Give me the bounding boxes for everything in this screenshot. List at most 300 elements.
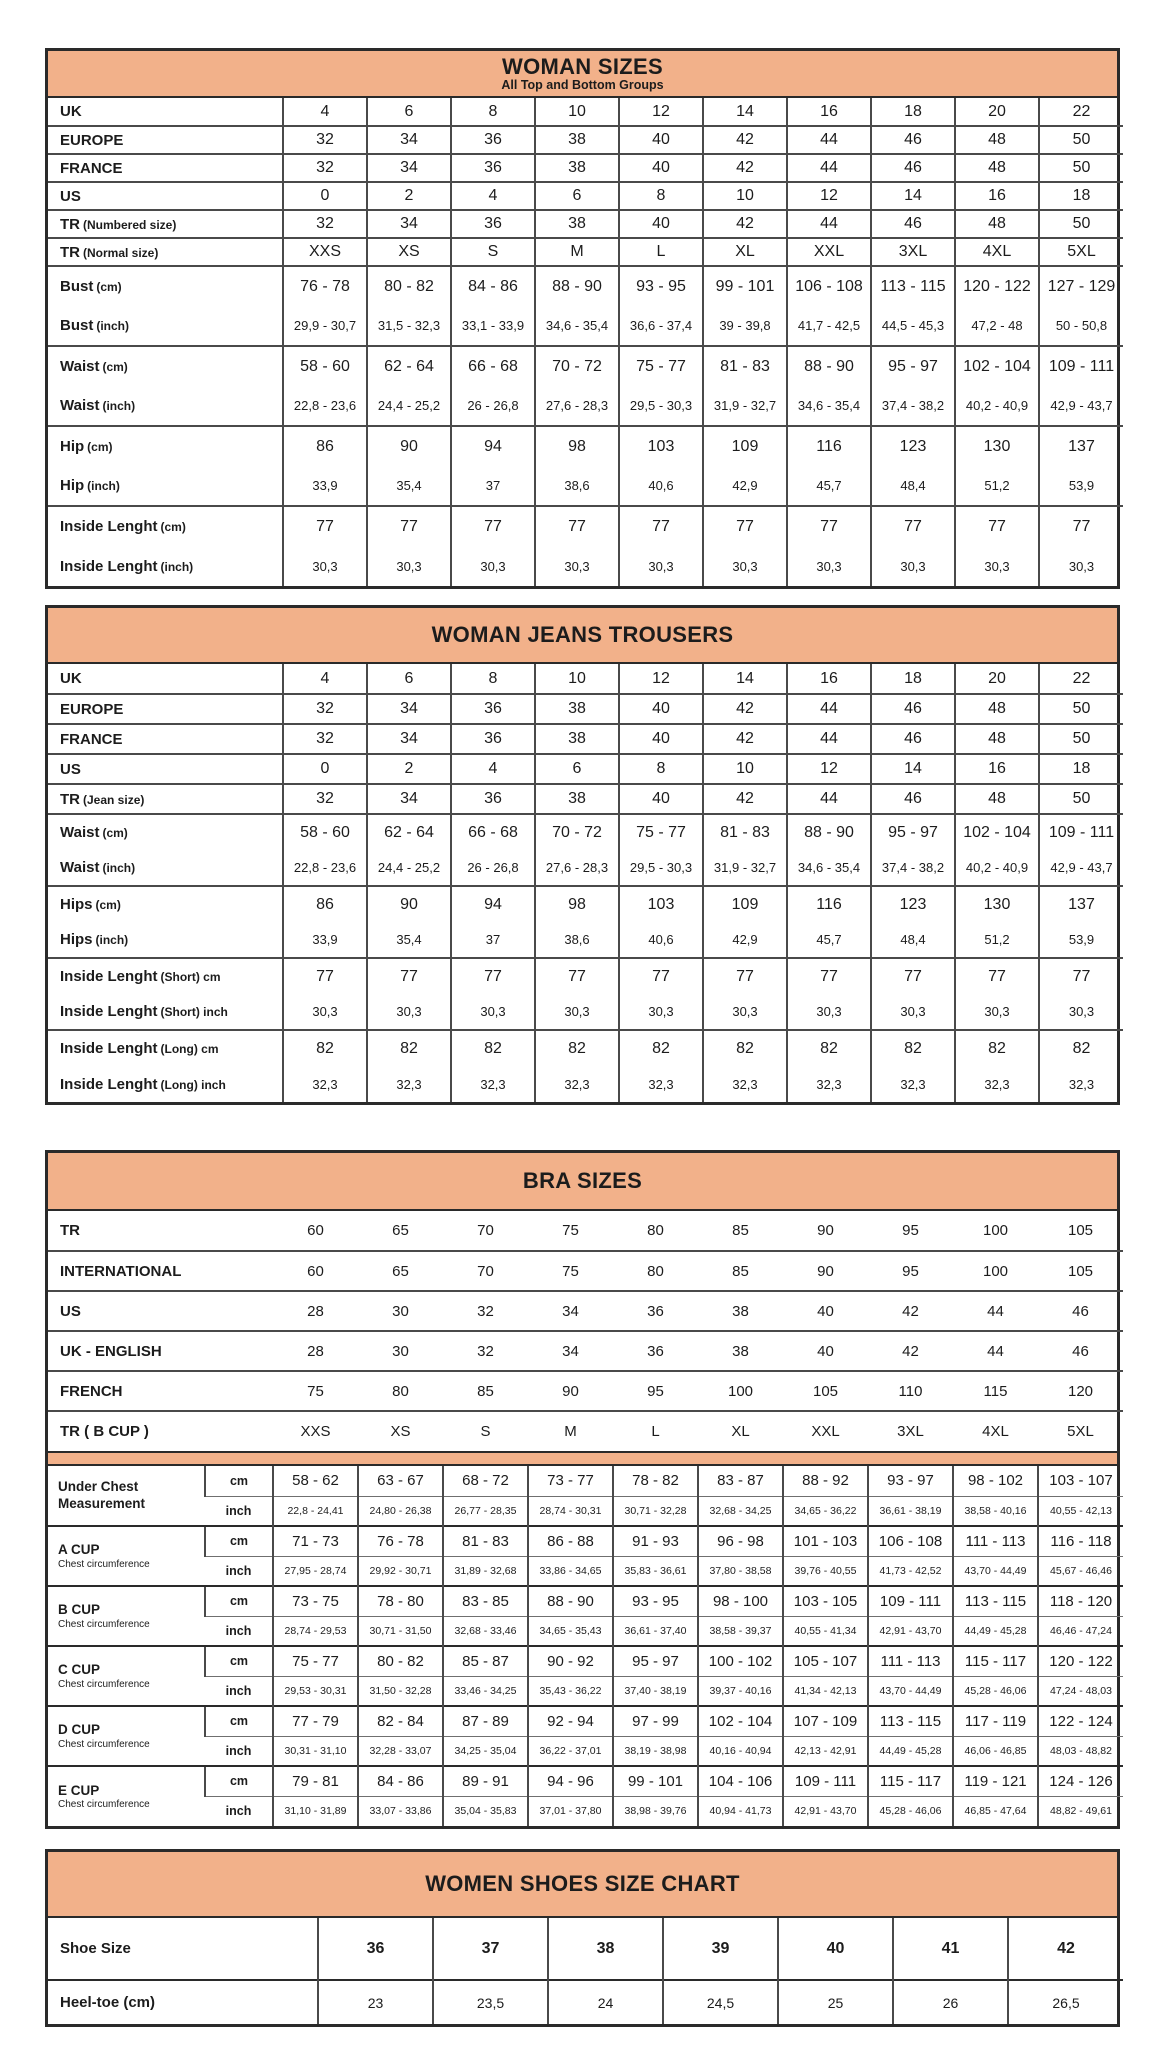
size-cell: 35,4 [367, 466, 451, 506]
bra-size-cell: 44 [953, 1291, 1038, 1331]
cup-inch-cell: 38,98 - 39,76 [613, 1796, 698, 1826]
size-cell: 77 [871, 506, 955, 546]
size-cell: 22 [1039, 98, 1123, 126]
table-row [48, 1331, 1123, 1371]
cup-cm-cell: 103 - 105 [783, 1586, 868, 1616]
row-label: Bust (cm) [48, 266, 283, 306]
cup-cm-cell: 102 - 104 [698, 1706, 783, 1736]
size-cell: 32 [283, 154, 367, 182]
size-cell: 30,3 [367, 994, 451, 1030]
size-cell: 30,3 [535, 546, 619, 586]
cup-inch-cell: 30,71 - 32,28 [613, 1496, 698, 1526]
row-label: Waist (cm) [48, 346, 283, 386]
size-cell: 33,9 [283, 922, 367, 958]
table-row [48, 886, 1123, 922]
row-label: TR [60, 1222, 80, 1239]
size-cell: 44 [787, 154, 871, 182]
bra-size-cell: 90 [817, 1222, 834, 1239]
table-title: WOMAN JEANS TROUSERS [431, 622, 734, 648]
shoe-size-cell: 37 [433, 1918, 548, 1980]
bra-size-cell: 44 [953, 1331, 1038, 1371]
row-label: Inside Lenght (Short) inch [60, 1003, 228, 1020]
size-cell: 80 - 82 [367, 266, 451, 306]
woman-jeans-header [48, 608, 1117, 664]
cup-inch-cell: 42,13 - 42,91 [783, 1736, 868, 1766]
cup-inch-cell: 34,25 - 35,04 [443, 1736, 528, 1766]
size-cell: 88 - 90 [787, 814, 871, 850]
size-cell: 12 [787, 754, 871, 784]
shoe-size-cell: 26 [893, 1980, 1008, 2024]
unit-cm-label: cm [205, 1526, 273, 1556]
size-cell: 37,4 - 38,2 [871, 386, 955, 426]
cup-cm-cell: 122 - 124 [1038, 1706, 1123, 1736]
cup-cm-cell: 83 - 85 [443, 1586, 528, 1616]
size-cell: 12 [619, 98, 703, 126]
cup-inch-cell: 36,22 - 37,01 [528, 1736, 613, 1766]
size-cell: 31,9 - 32,7 [703, 850, 787, 886]
unit-cm-label: cm [205, 1466, 273, 1496]
size-cell: 46 [871, 724, 955, 754]
table-row [48, 1211, 1123, 1251]
size-cell: 77 [955, 506, 1039, 546]
size-cell: 44,5 - 45,3 [871, 306, 955, 346]
cup-inch-cell: 41,34 - 42,13 [783, 1676, 868, 1706]
size-cell: 66 - 68 [451, 346, 535, 386]
bra-size-cell: 46 [1038, 1291, 1123, 1331]
bra-size-cell: 75 [528, 1251, 613, 1291]
bra-size-cell: 85 [698, 1251, 783, 1291]
size-cell: 58 - 60 [283, 814, 367, 850]
woman-sizes-header [48, 51, 1117, 98]
cup-cm-cell: 88 - 92 [783, 1466, 868, 1496]
cup-inch-cell: 32,28 - 33,07 [358, 1736, 443, 1766]
table-subtitle: All Top and Bottom Groups [501, 78, 664, 93]
size-cell: 77 [283, 958, 367, 994]
shoe-size-cell: 36 [318, 1918, 433, 1980]
size-cell: 82 [787, 1030, 871, 1066]
table-row [48, 664, 1123, 694]
size-cell: 31,9 - 32,7 [703, 386, 787, 426]
cup-cm-cell: 73 - 75 [273, 1586, 358, 1616]
size-cell: 77 [703, 958, 787, 994]
bra-size-cell: 32 [443, 1331, 528, 1371]
cup-cm-cell: 106 - 108 [868, 1526, 953, 1556]
size-cell: 81 - 83 [703, 814, 787, 850]
size-cell: 37 [451, 466, 535, 506]
cup-inch-cell: 40,94 - 41,73 [698, 1796, 783, 1826]
unit-inch-label: inch [205, 1676, 273, 1706]
bra-size-cell: 3XL [868, 1411, 953, 1451]
size-cell: 40 [619, 784, 703, 814]
size-cell: 77 [367, 506, 451, 546]
size-cell: 109 - 111 [1039, 346, 1123, 386]
table-row [48, 238, 1123, 266]
size-cell: 37 [451, 922, 535, 958]
bra-size-cell: 65 [358, 1251, 443, 1291]
size-cell: 41,7 - 42,5 [787, 306, 871, 346]
size-cell: 42 [703, 694, 787, 724]
size-cell: 53,9 [1039, 466, 1123, 506]
size-cell: 46 [871, 154, 955, 182]
size-cell: 38 [535, 126, 619, 154]
size-cell: 20 [955, 664, 1039, 694]
cup-inch-cell: 46,46 - 47,24 [1038, 1616, 1123, 1646]
size-cell: 116 [787, 886, 871, 922]
cup-cm-cell: 113 - 115 [868, 1706, 953, 1736]
size-cell: XL [703, 238, 787, 266]
size-cell: 12 [787, 182, 871, 210]
table-row [48, 466, 1123, 506]
cup-cm-cell: 85 - 87 [443, 1646, 528, 1676]
size-cell: 36 [451, 154, 535, 182]
cup-inch-cell: 38,58 - 39,37 [698, 1616, 783, 1646]
table-row [48, 1556, 1123, 1586]
size-cell: 4XL [955, 238, 1039, 266]
size-cell: 30,3 [367, 546, 451, 586]
size-cell: 42 [703, 126, 787, 154]
cup-cm-cell: 58 - 62 [273, 1466, 358, 1496]
row-label: Shoe Size [60, 1940, 131, 1957]
size-cell: 33,9 [283, 466, 367, 506]
cup-cm-cell: 82 - 84 [358, 1706, 443, 1736]
cup-cm-cell: 89 - 91 [443, 1766, 528, 1796]
size-cell: 46 [871, 210, 955, 238]
table-row [48, 154, 1123, 182]
table-row [48, 1466, 1123, 1496]
size-cell: 82 [955, 1030, 1039, 1066]
table-row [48, 922, 1123, 958]
size-cell: 6 [367, 664, 451, 694]
table-row [48, 210, 1123, 238]
cup-label: A CUP Chest circumference [48, 1526, 205, 1586]
size-cell: 94 [451, 886, 535, 922]
size-cell: 32,3 [619, 1066, 703, 1102]
table-row [48, 546, 1123, 586]
cup-cm-cell: 79 - 81 [273, 1766, 358, 1796]
cup-inch-cell: 34,65 - 35,43 [528, 1616, 613, 1646]
cup-cm-cell: 77 - 79 [273, 1706, 358, 1736]
size-cell: 24,4 - 25,2 [367, 386, 451, 426]
cup-inch-cell: 35,04 - 35,83 [443, 1796, 528, 1826]
size-cell: 39 - 39,8 [703, 306, 787, 346]
cup-inch-cell: 46,85 - 47,64 [953, 1796, 1038, 1826]
table-row [48, 1586, 1123, 1616]
size-cell: 18 [1039, 182, 1123, 210]
size-cell: 94 [451, 426, 535, 466]
bra-size-cell: 95 [868, 1251, 953, 1291]
size-cell: 77 [1039, 506, 1123, 546]
size-cell: M [535, 238, 619, 266]
size-cell: 42 [703, 724, 787, 754]
cup-inch-cell: 40,16 - 40,94 [698, 1736, 783, 1766]
size-cell: 32 [283, 694, 367, 724]
size-cell: 46 [871, 694, 955, 724]
cup-inch-cell: 37,80 - 38,58 [698, 1556, 783, 1586]
size-cell: 27,6 - 28,3 [535, 386, 619, 426]
bra-size-cell: 70 [477, 1222, 494, 1239]
size-cell: 32 [283, 724, 367, 754]
size-cell: 77 [367, 958, 451, 994]
woman-jeans-table [45, 605, 1120, 1105]
size-cell: 34,6 - 35,4 [535, 306, 619, 346]
size-cell: 98 [535, 886, 619, 922]
row-label: EUROPE [48, 694, 283, 724]
size-cell: 116 [787, 426, 871, 466]
cup-cm-cell: 92 - 94 [528, 1706, 613, 1736]
size-cell: 34 [367, 724, 451, 754]
size-cell: 30,3 [871, 546, 955, 586]
size-cell: 4 [283, 664, 367, 694]
row-label: TR (Normal size) [48, 238, 283, 266]
cup-cm-cell: 116 - 118 [1038, 1526, 1123, 1556]
cup-cm-cell: 63 - 67 [358, 1466, 443, 1496]
cup-inch-cell: 44,49 - 45,28 [868, 1736, 953, 1766]
bra-size-cell: 100 [982, 1222, 1009, 1239]
size-cell: XS [367, 238, 451, 266]
bra-size-cell: 36 [613, 1331, 698, 1371]
size-cell: 18 [871, 664, 955, 694]
size-cell: 10 [535, 98, 619, 126]
row-label: FRANCE [48, 154, 283, 182]
bra-size-cell: 70 [443, 1251, 528, 1291]
size-cell: 46 [871, 126, 955, 154]
size-cell: 38 [535, 154, 619, 182]
cup-cm-cell: 68 - 72 [443, 1466, 528, 1496]
size-cell: 137 [1039, 886, 1123, 922]
cup-inch-cell: 45,28 - 46,06 [953, 1676, 1038, 1706]
size-cell: 32,3 [535, 1066, 619, 1102]
shoe-size-cell: 25 [778, 1980, 893, 2024]
size-cell: 51,2 [955, 922, 1039, 958]
size-cell: 36 [451, 126, 535, 154]
size-cell: 77 [535, 958, 619, 994]
table-row [48, 850, 1123, 886]
cup-inch-cell: 33,86 - 34,65 [528, 1556, 613, 1586]
row-label: Heel-toe (cm) [48, 1980, 318, 2024]
unit-inch-label: inch [205, 1496, 273, 1526]
size-cell: 36 [451, 784, 535, 814]
size-cell: 30,3 [1039, 546, 1123, 586]
cup-inch-cell: 26,77 - 28,35 [443, 1496, 528, 1526]
shoe-size-cell: 26,5 [1008, 1980, 1123, 2024]
shoe-size-cell: 23,5 [433, 1980, 548, 2024]
size-cell: 30,3 [619, 546, 703, 586]
size-cell: 22 [1039, 664, 1123, 694]
table-row [48, 1066, 1123, 1102]
size-cell: 77 [703, 506, 787, 546]
size-cell: 32 [283, 784, 367, 814]
bra-size-cell: 80 [613, 1251, 698, 1291]
size-cell: 70 - 72 [535, 814, 619, 850]
size-cell: 34 [367, 694, 451, 724]
unit-cm-label: cm [205, 1706, 273, 1736]
size-cell: 48 [955, 784, 1039, 814]
size-cell: 48 [955, 126, 1039, 154]
size-cell: 30,3 [703, 546, 787, 586]
size-cell: 77 [787, 958, 871, 994]
size-cell: 77 [955, 958, 1039, 994]
size-cell: 48,4 [871, 466, 955, 506]
size-cell: 40,2 - 40,9 [955, 386, 1039, 426]
cup-cm-cell: 73 - 77 [528, 1466, 613, 1496]
size-cell: 45,7 [787, 922, 871, 958]
size-cell: 29,5 - 30,3 [619, 386, 703, 426]
table-row [48, 306, 1123, 346]
table-row [48, 784, 1123, 814]
bra-size-cell: 80 [358, 1371, 443, 1411]
bra-size-cell: 65 [392, 1222, 409, 1239]
size-cell: 34 [367, 784, 451, 814]
table-row [48, 694, 1123, 724]
size-cell: 29,5 - 30,3 [619, 850, 703, 886]
bra-sizes-header [48, 1153, 1117, 1211]
size-cell: 22,8 - 23,6 [283, 386, 367, 426]
size-cell: 42 [703, 210, 787, 238]
cup-inch-cell: 34,65 - 36,22 [783, 1496, 868, 1526]
cup-cm-cell: 111 - 113 [868, 1646, 953, 1676]
size-cell: 44 [787, 210, 871, 238]
row-label: FRANCE [48, 724, 283, 754]
cup-inch-cell: 43,70 - 44,49 [953, 1556, 1038, 1586]
bra-size-cell: S [443, 1411, 528, 1451]
size-cell: 77 [535, 506, 619, 546]
shoes-header [48, 1852, 1117, 1918]
unit-cm-label: cm [205, 1586, 273, 1616]
size-cell: 48 [955, 210, 1039, 238]
bra-size-cell: 34 [528, 1331, 613, 1371]
cup-cm-cell: 93 - 95 [613, 1586, 698, 1616]
size-cell: 103 [619, 426, 703, 466]
size-cell: 109 [703, 886, 787, 922]
row-label: US [48, 182, 283, 210]
row-label: Inside Lenght (Short) cm [48, 958, 283, 994]
bra-size-cell: 95 [902, 1222, 919, 1239]
size-cell: 70 - 72 [535, 346, 619, 386]
size-cell: 88 - 90 [535, 266, 619, 306]
cup-inch-cell: 27,95 - 28,74 [273, 1556, 358, 1586]
size-cell: 34 [367, 210, 451, 238]
row-label: Hips (cm) [48, 886, 283, 922]
bra-size-cell: 90 [528, 1371, 613, 1411]
bra-separator-strip [48, 1451, 1117, 1466]
size-cell: 38,6 [535, 922, 619, 958]
bra-size-cell: 42 [868, 1291, 953, 1331]
size-cell: 40,6 [619, 466, 703, 506]
cup-cm-cell: 103 - 107 [1038, 1466, 1123, 1496]
size-cell: 29,9 - 30,7 [283, 306, 367, 346]
cup-inch-cell: 39,37 - 40,16 [698, 1676, 783, 1706]
size-cell: 50 [1039, 694, 1123, 724]
bra-size-cell: 60 [273, 1251, 358, 1291]
size-cell: 0 [283, 754, 367, 784]
size-cell: 6 [535, 754, 619, 784]
size-cell: 51,2 [955, 466, 1039, 506]
size-cell: 130 [955, 886, 1039, 922]
size-cell: 30,3 [283, 994, 367, 1030]
bra-size-cell: 60 [307, 1222, 324, 1239]
size-cell: 77 [871, 958, 955, 994]
size-cell: S [451, 238, 535, 266]
bra-sizes-table [45, 1150, 1120, 1829]
size-cell: 10 [703, 182, 787, 210]
cup-label: B CUP Chest circumference [48, 1586, 205, 1646]
cup-inch-cell: 35,83 - 36,61 [613, 1556, 698, 1586]
table-row [48, 958, 1123, 994]
cup-cm-cell: 117 - 119 [953, 1706, 1038, 1736]
cup-inch-cell: 22,8 - 24,41 [273, 1496, 358, 1526]
row-label: Hip (inch) [60, 477, 120, 494]
size-cell: 93 - 95 [619, 266, 703, 306]
size-cell: 40 [619, 694, 703, 724]
cup-cm-cell: 109 - 111 [783, 1766, 868, 1796]
cup-label: Under Chest Measurement [58, 1478, 146, 1511]
cup-inch-cell: 38,58 - 40,16 [953, 1496, 1038, 1526]
size-cell: 44 [787, 784, 871, 814]
table-row [48, 1918, 1123, 1980]
bra-size-cell: 38 [698, 1291, 783, 1331]
cup-cm-cell: 78 - 80 [358, 1586, 443, 1616]
cup-inch-cell: 31,89 - 32,68 [443, 1556, 528, 1586]
size-cell: 50 [1039, 784, 1123, 814]
size-cell: 137 [1039, 426, 1123, 466]
bra-size-cell: 105 [1038, 1251, 1123, 1291]
cup-inch-cell: 36,61 - 38,19 [868, 1496, 953, 1526]
cup-inch-cell: 29,53 - 30,31 [273, 1676, 358, 1706]
table-row [48, 1706, 1123, 1736]
cup-cm-cell: 83 - 87 [698, 1466, 783, 1496]
size-cell: 82 [535, 1030, 619, 1066]
bra-size-cell: XS [358, 1411, 443, 1451]
row-label: Inside Lenght (Long) cm [48, 1030, 283, 1066]
shoe-size-cell: 42 [1008, 1918, 1123, 1980]
row-label: Bust (inch) [60, 317, 130, 334]
size-cell: 77 [283, 506, 367, 546]
bra-size-cell: XL [698, 1411, 783, 1451]
size-cell: 36 [451, 724, 535, 754]
size-cell: 75 - 77 [619, 814, 703, 850]
cup-cm-cell: 97 - 99 [613, 1706, 698, 1736]
cup-cm-cell: 100 - 102 [698, 1646, 783, 1676]
bra-size-cell: 34 [528, 1291, 613, 1331]
size-cell: 37,4 - 38,2 [871, 850, 955, 886]
cup-cm-cell: 124 - 126 [1038, 1766, 1123, 1796]
cup-inch-cell: 28,74 - 29,53 [273, 1616, 358, 1646]
size-cell: L [619, 238, 703, 266]
size-cell: 10 [535, 664, 619, 694]
cup-inch-cell: 35,43 - 36,22 [528, 1676, 613, 1706]
size-cell: 42,9 - 43,7 [1039, 850, 1123, 886]
unit-inch-label: inch [205, 1616, 273, 1646]
table-row [48, 994, 1123, 1030]
size-cell: 32,3 [1039, 1066, 1123, 1102]
cup-cm-cell: 76 - 78 [358, 1526, 443, 1556]
size-cell: 109 - 111 [1039, 814, 1123, 850]
cup-cm-cell: 96 - 98 [698, 1526, 783, 1556]
size-cell: 14 [871, 182, 955, 210]
table-row [48, 1616, 1123, 1646]
bra-size-cell: L [613, 1411, 698, 1451]
size-cell: 38 [535, 694, 619, 724]
size-cell: 44 [787, 694, 871, 724]
size-cell: 109 [703, 426, 787, 466]
size-cell: 40 [619, 126, 703, 154]
cup-inch-cell: 40,55 - 42,13 [1038, 1496, 1123, 1526]
cup-inch-cell: 28,74 - 30,31 [528, 1496, 613, 1526]
row-label: INTERNATIONAL [48, 1251, 273, 1291]
size-cell: 32,3 [787, 1066, 871, 1102]
bra-band-grid [48, 1211, 1123, 1451]
size-cell: 30,3 [619, 994, 703, 1030]
